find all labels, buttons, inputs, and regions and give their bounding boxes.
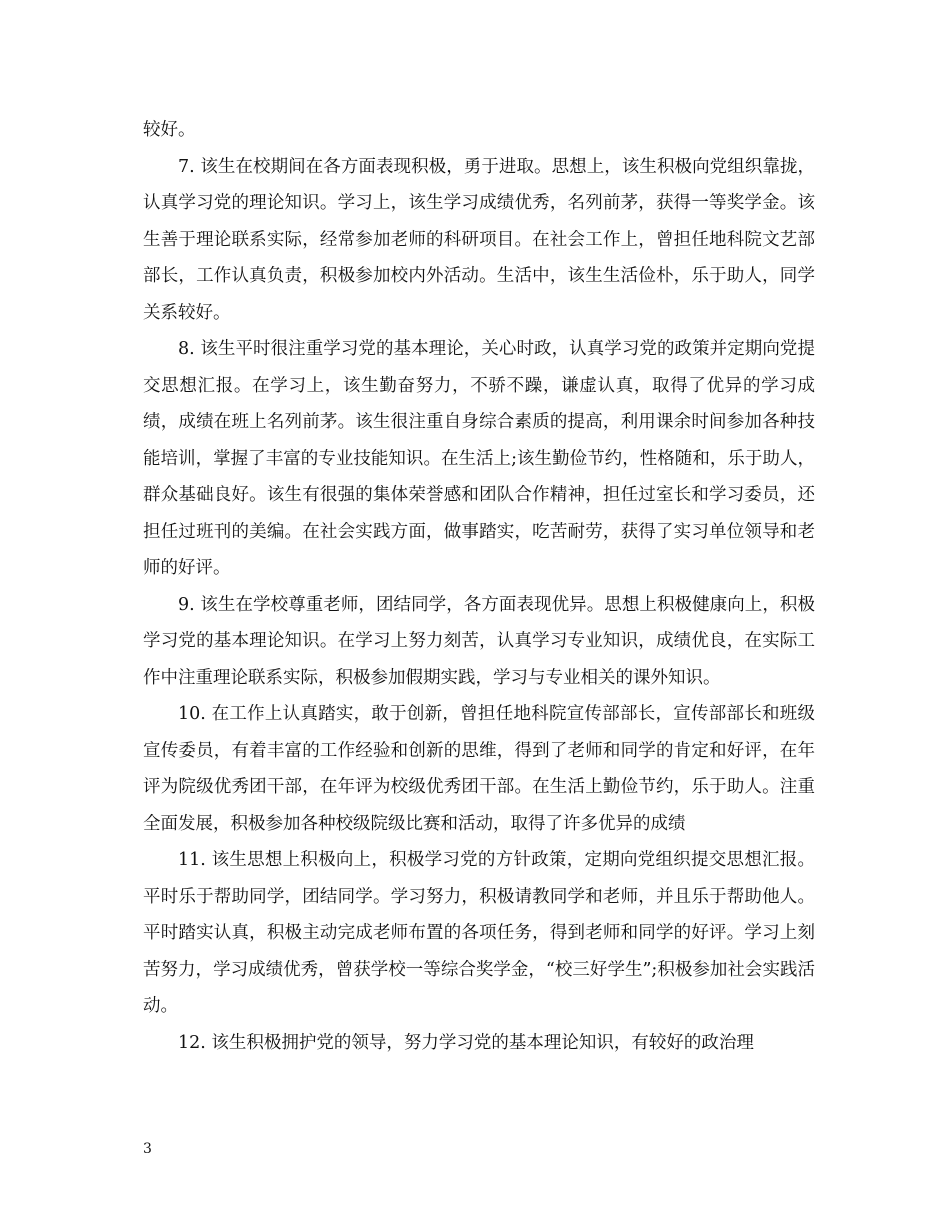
- paragraph-continuation: 较好。: [143, 120, 196, 140]
- page-number: 3: [143, 1141, 152, 1157]
- document-body: [143, 112, 815, 1061]
- paragraph-item-8: 8. 该生平时很注重学习党的基本理论，关心时政，认真学习党的政策并定期向党提交思想汇报。在学习上，该生勤奋努力，不骄不躁，谦虚认真，取得了优异的学习成绩，成绩在班上名列前茅。该生很注重自身综合素质的提高，利用课余时间参加各种技能培训，掌握了丰富的专业技能知识。在生活上;该生勤俭节约，性格随和，乐于助人，群众基础良好。该生有很强的集体荣誉感和团队合作精神，担任过室长和学习委员，还担任过班刊的美编。在社会实践方面，做事踏实，吃苦耐劳，获得了实习单位领导和老师的好评。: [143, 339, 815, 578]
- paragraph-item-12: 12. 该生积极拥护党的领导，努力学习党的基本理论知识，有较好的政治理: [178, 1032, 754, 1053]
- paragraph-item-9: 9. 该生在学校尊重老师，团结同学，各方面表现优异。思想上积极健康向上，积极学习党的基本理论知识。在学习上努力刻苦，认真学习专业知识，成绩优良，在实际工作中注重理论联系实际，积极参加假期实践，学习与专业相关的课外知识。: [143, 594, 815, 688]
- paragraph-item-11: 11. 该生思想上积极向上，积极学习党的方针政策，定期向党组织提交思想汇报。平时乐于帮助同学，团结同学。学习努力，积极请教同学和老师，并且乐于帮助他人。平时踏实认真，积极主动完成老师布置的各项任务，得到老师和同学的好评。学习上刻苦努力，学习成绩优秀，曾获学校一等综合奖学金，“校三好学生”;积极参加社会实践活动。: [143, 850, 815, 1016]
- paragraph-item-7: 7. 该生在校期间在各方面表现积极，勇于进取。思想上，该生积极向党组织靠拢，认真学习党的理论知识。学习上，该生学习成绩优秀，名列前茅，获得一等奖学金。该生善于理论联系实际，经常参加老师的科研项目。在社会工作上，曾担任地科院文艺部部长，工作认真负责，积极参加校内外活动。生活中，该生生活俭朴，乐于助人，同学关系较好。: [143, 156, 815, 323]
- paragraph-item-10: 10. 在工作上认真踏实，敢于创新，曾担任地科院宣传部部长，宣传部部长和班级宣传委员，有着丰富的工作经验和创新的思维，得到了老师和同学的肯定和好评，在年评为院级优秀团干部，在年评为校级优秀团干部。在生活上勤俭节约，乐于助人。注重全面发展，积极参加各种校级院级比赛和活动，取得了许多优异的成绩: [143, 704, 815, 834]
